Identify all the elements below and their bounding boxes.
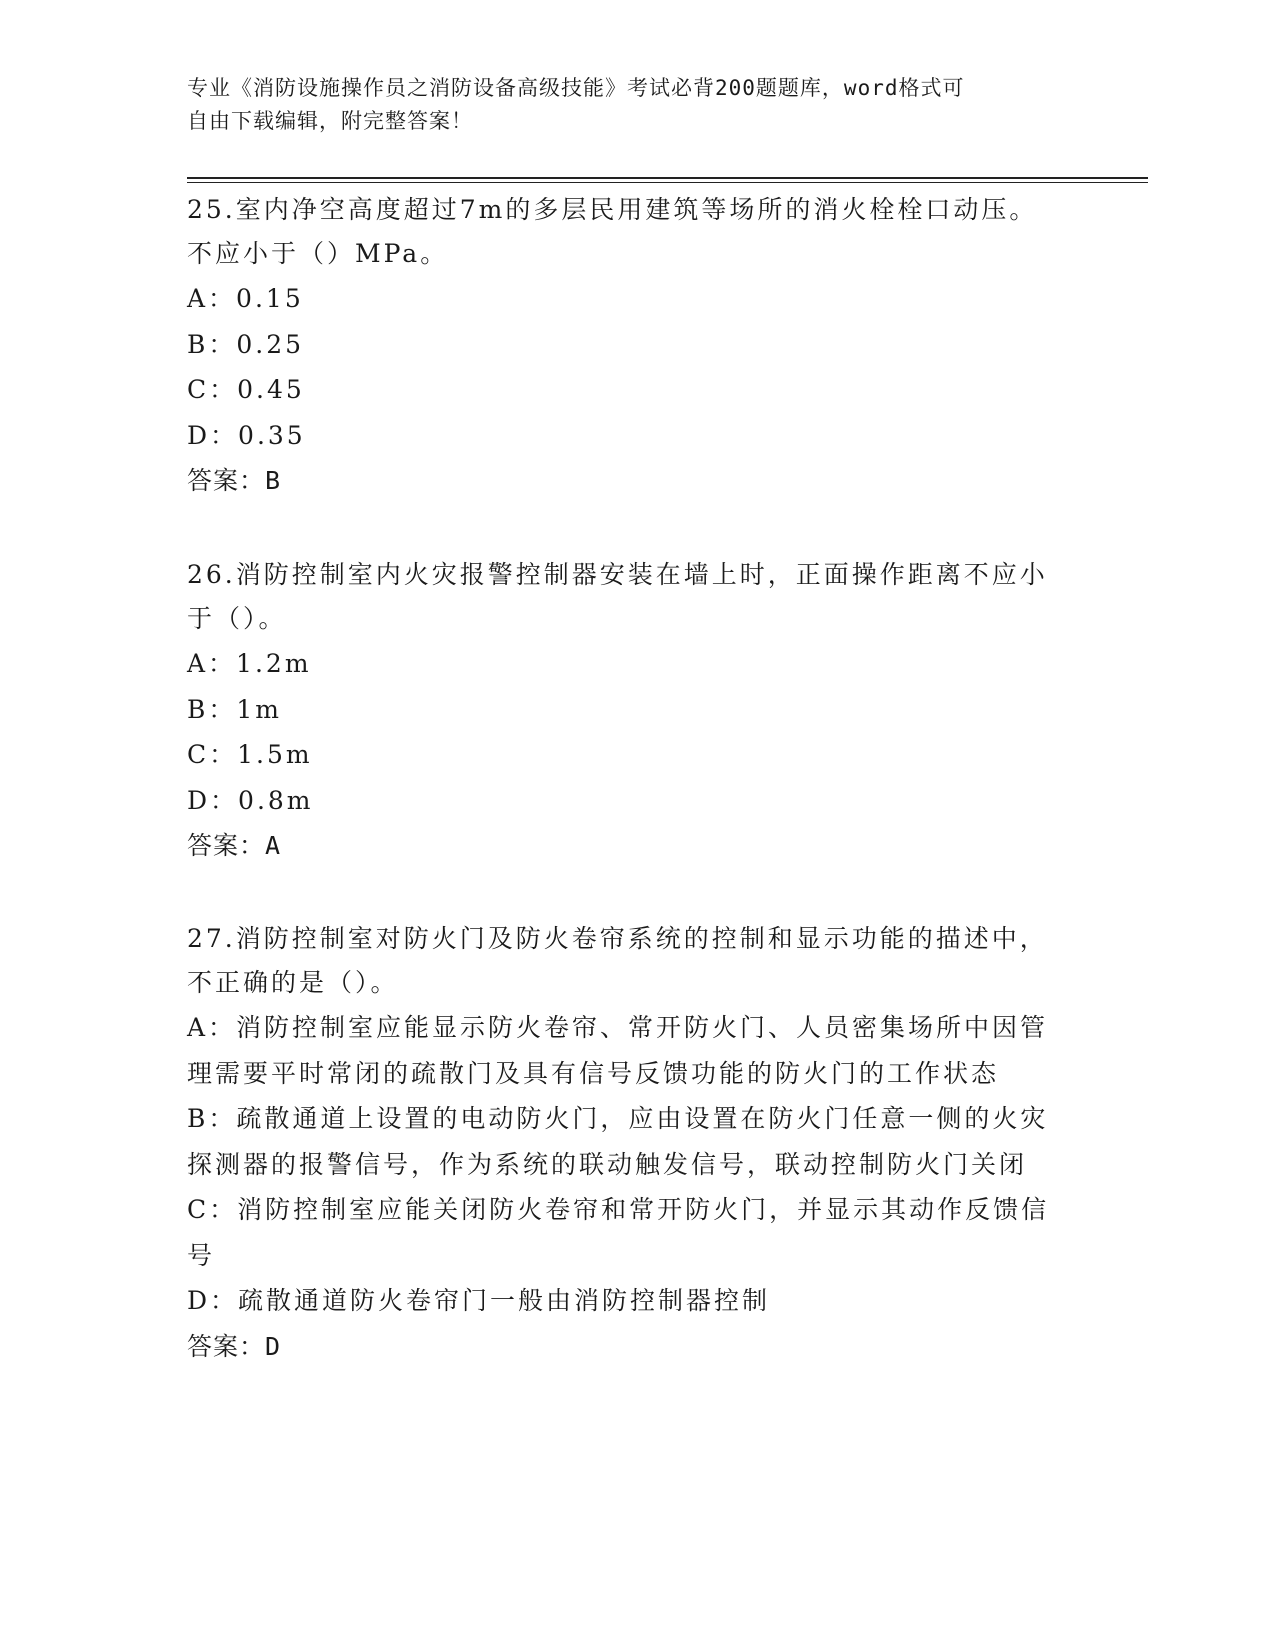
question-25 [187, 188, 1077, 503]
question-text-line: 27.消防控制室对防火门及防火卷帘系统的控制和显示功能的描述中， [187, 924, 1048, 953]
option-c: C：0.45 [187, 375, 305, 404]
option-a: A：1.2m [187, 649, 312, 678]
question-text-line: 不正确的是（）。 [187, 968, 399, 997]
question-text-line: 于（）。 [187, 604, 287, 633]
option-a: A：消防控制室应能显示防火卷帘、常开防火门、人员密集场所中因管 [187, 1013, 1049, 1042]
option-d: D：疏散通道防火卷帘门一般由消防控制器控制 [187, 1286, 771, 1315]
option-d: D：0.35 [187, 420, 306, 450]
option-c-cont: 号 [187, 1240, 216, 1270]
header-divider-thin [187, 182, 1148, 183]
answer: 答案：D [187, 1331, 282, 1361]
answer: 答案：B [187, 466, 282, 495]
option-d: D：0.8m [187, 785, 314, 815]
header-divider-thick [187, 177, 1148, 179]
option-b: B：0.25 [187, 329, 305, 359]
question-26 [187, 553, 1077, 868]
question-27 [187, 917, 1077, 1369]
option-b: B：疏散通道上设置的电动防火门，应由设置在防火门任意一侧的火灾 [187, 1104, 1049, 1133]
document-header [187, 72, 1067, 138]
option-c: C：消防控制室应能关闭防火卷帘和常开防火门，并显示其动作反馈信 [187, 1195, 1050, 1224]
option-a: A：0.15 [187, 284, 304, 313]
option-c: C：1.5m [187, 740, 313, 769]
answer: 答案：A [187, 831, 282, 860]
header-line-2: 自由下载编辑，附完整答案！ [187, 109, 473, 133]
question-text-line: 不应小于（）MPa。 [187, 239, 449, 268]
header-line-1: 专业《消防设施操作员之消防设备高级技能》考试必背200题题库，word格式可 [187, 76, 965, 100]
option-b-cont: 探测器的报警信号，作为系统的联动触发信号，联动控制防火门关闭 [187, 1149, 1028, 1179]
option-b: B：1m [187, 694, 282, 724]
option-a-cont: 理需要平时常闭的疏散门及具有信号反馈功能的防火门的工作状态 [187, 1058, 1000, 1088]
question-text-line: 25.室内净空高度超过7m的多层民用建筑等场所的消火栓栓口动压。 [187, 195, 1038, 224]
question-text-line: 26.消防控制室内火灾报警控制器安装在墙上时，正面操作距离不应小 [187, 560, 1048, 589]
